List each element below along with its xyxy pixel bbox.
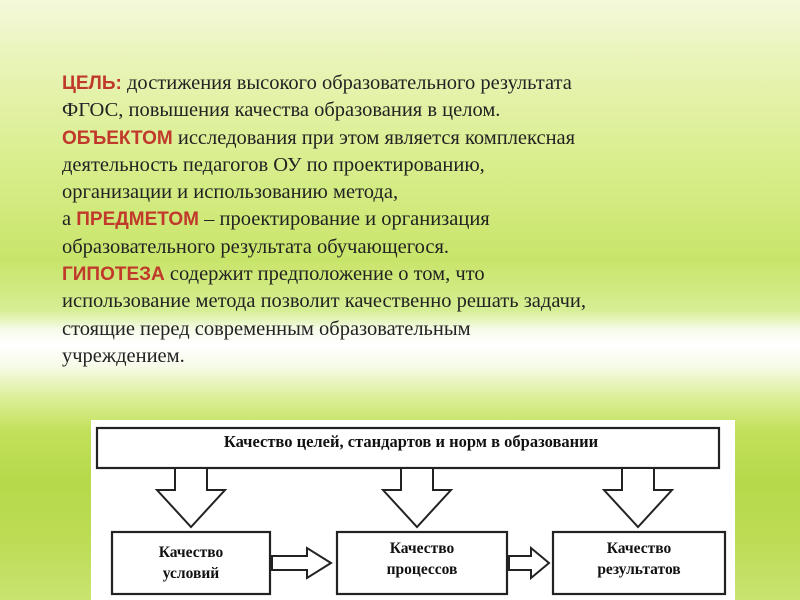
box-label-line: процессов (386, 561, 458, 578)
object-text: исследования при этом является комплексная (172, 126, 576, 149)
box-label-line: Качество (606, 540, 672, 557)
subject-keyword: ПРЕДМЕТОМ (76, 209, 200, 231)
box-label-line: Качество (389, 540, 455, 557)
text-line: учреждением. (62, 344, 185, 367)
text-line: деятельность педагогов ОУ по проектированию, (62, 153, 485, 176)
text-line: организации и использованию метода, (62, 181, 399, 204)
right-arrow-2 (509, 548, 549, 578)
text-line: стоящие перед современным образовательным (62, 317, 471, 340)
down-arrow-2 (383, 468, 451, 527)
subject-prefix: а (62, 208, 77, 231)
box-label-line: Качество (158, 544, 224, 561)
box-processes-label (337, 538, 507, 580)
text-line (62, 206, 762, 233)
hypothesis-text: содержит предположение о том, что (164, 263, 485, 286)
quality-diagram (91, 420, 735, 600)
box-conditions-label (112, 542, 270, 584)
text-line: образовательного результата обучающегося. (62, 235, 450, 258)
object-keyword: ОБЪЕКТОМ (62, 127, 173, 149)
text-line (62, 125, 762, 152)
down-arrow-1 (157, 468, 225, 527)
right-arrow-1 (272, 548, 331, 578)
text-line (62, 70, 762, 97)
box-label-line: условий (162, 565, 220, 582)
hypothesis-keyword: ГИПОТЕЗА (62, 264, 165, 286)
text-line: ФГОС, повышения качества образования в целом. (62, 99, 501, 122)
goal-keyword: ЦЕЛЬ: (62, 73, 122, 94)
slide-text (62, 70, 762, 370)
text-line: использование метода позволит качественно решать задачи, (62, 290, 587, 313)
text-line (62, 261, 762, 288)
box-results-label (553, 538, 725, 580)
subject-text: – проектирование и организация (199, 208, 490, 231)
down-arrow-3 (604, 468, 672, 527)
box-label-line: результатов (597, 561, 681, 578)
top-box-label: Качество целей, стандартов и норм в образовании (223, 432, 599, 451)
goal-text: достижения высокого образовательного результата (121, 72, 572, 94)
